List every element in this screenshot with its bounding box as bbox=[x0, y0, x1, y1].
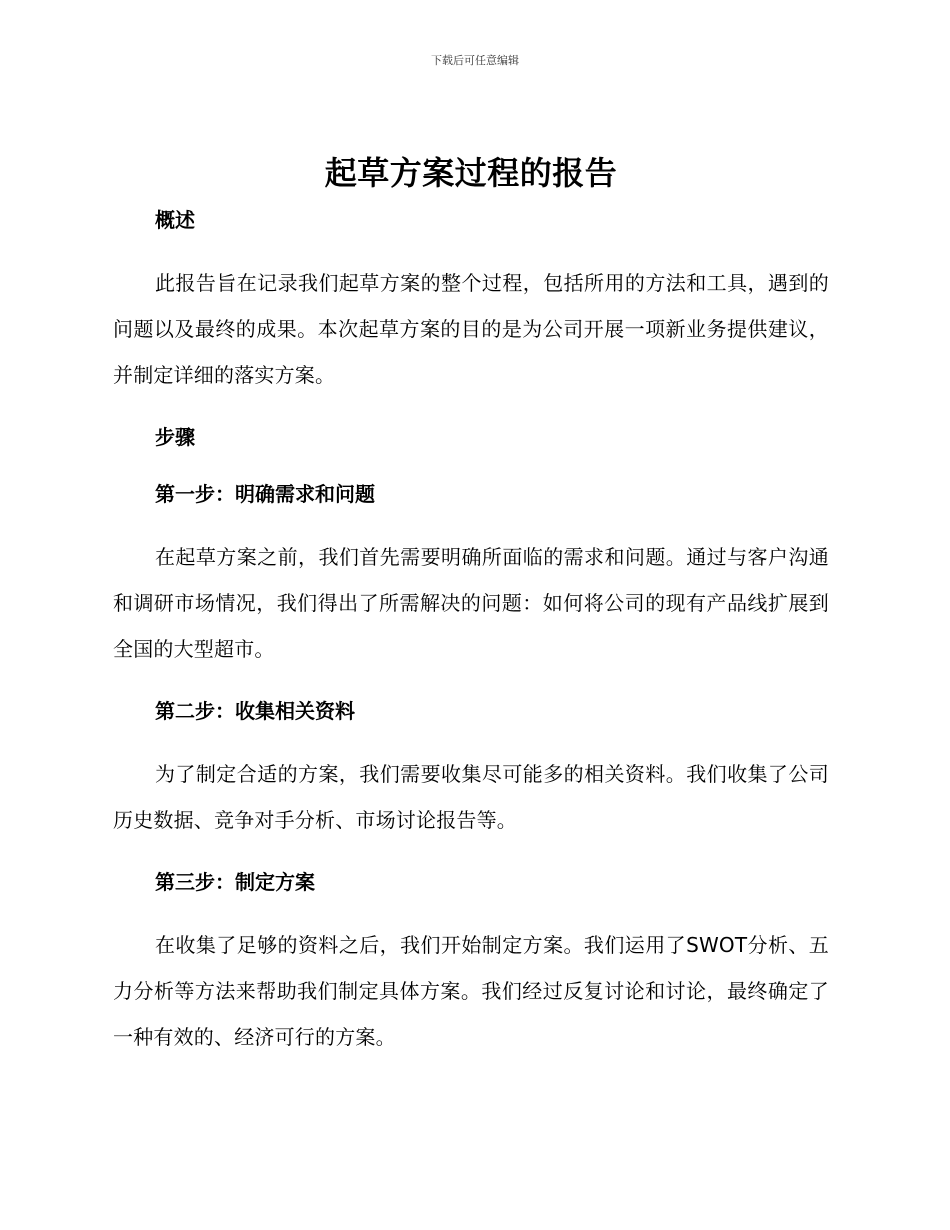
steps-heading: 步骤 bbox=[155, 425, 195, 449]
overview-paragraph: 此报告旨在记录我们起草方案的整个过程，包括所用的方法和工具，遇到的问题以及最终的成果。本次起草方案的目的是为公司开展一项新业务提供建议，并制定详细的落实方案。 bbox=[113, 271, 829, 387]
step2-heading: 第二步：收集相关资料 bbox=[155, 699, 355, 723]
overview-heading: 概述 bbox=[155, 208, 195, 232]
step3-heading: 第三步：制定方案 bbox=[155, 870, 315, 894]
step1-heading: 第一步：明确需求和问题 bbox=[155, 482, 375, 506]
document-title: 起草方案过程的报告 bbox=[324, 154, 618, 192]
document-body bbox=[113, 150, 829, 1060]
step1-paragraph: 在起草方案之前，我们首先需要明确所面临的需求和问题。通过与客户沟通和调研市场情况，我们得出了所需解决的问题：如何将公司的现有产品线扩展到全国的大型超市。 bbox=[113, 545, 829, 661]
step2-paragraph: 为了制定合适的方案，我们需要收集尽可能多的相关资料。我们收集了公司历史数据、竞争对手分析、市场讨论报告等。 bbox=[113, 762, 829, 832]
step3-paragraph: 在收集了足够的资料之后，我们开始制定方案。我们运用了SWOT分析、五力分析等方法来帮助我们制定具体方案。我们经过反复讨论和讨论，最终确定了一种有效的、经济可行的方案。 bbox=[113, 933, 829, 1049]
page-header-note: 下载后可任意编辑 bbox=[431, 54, 519, 67]
